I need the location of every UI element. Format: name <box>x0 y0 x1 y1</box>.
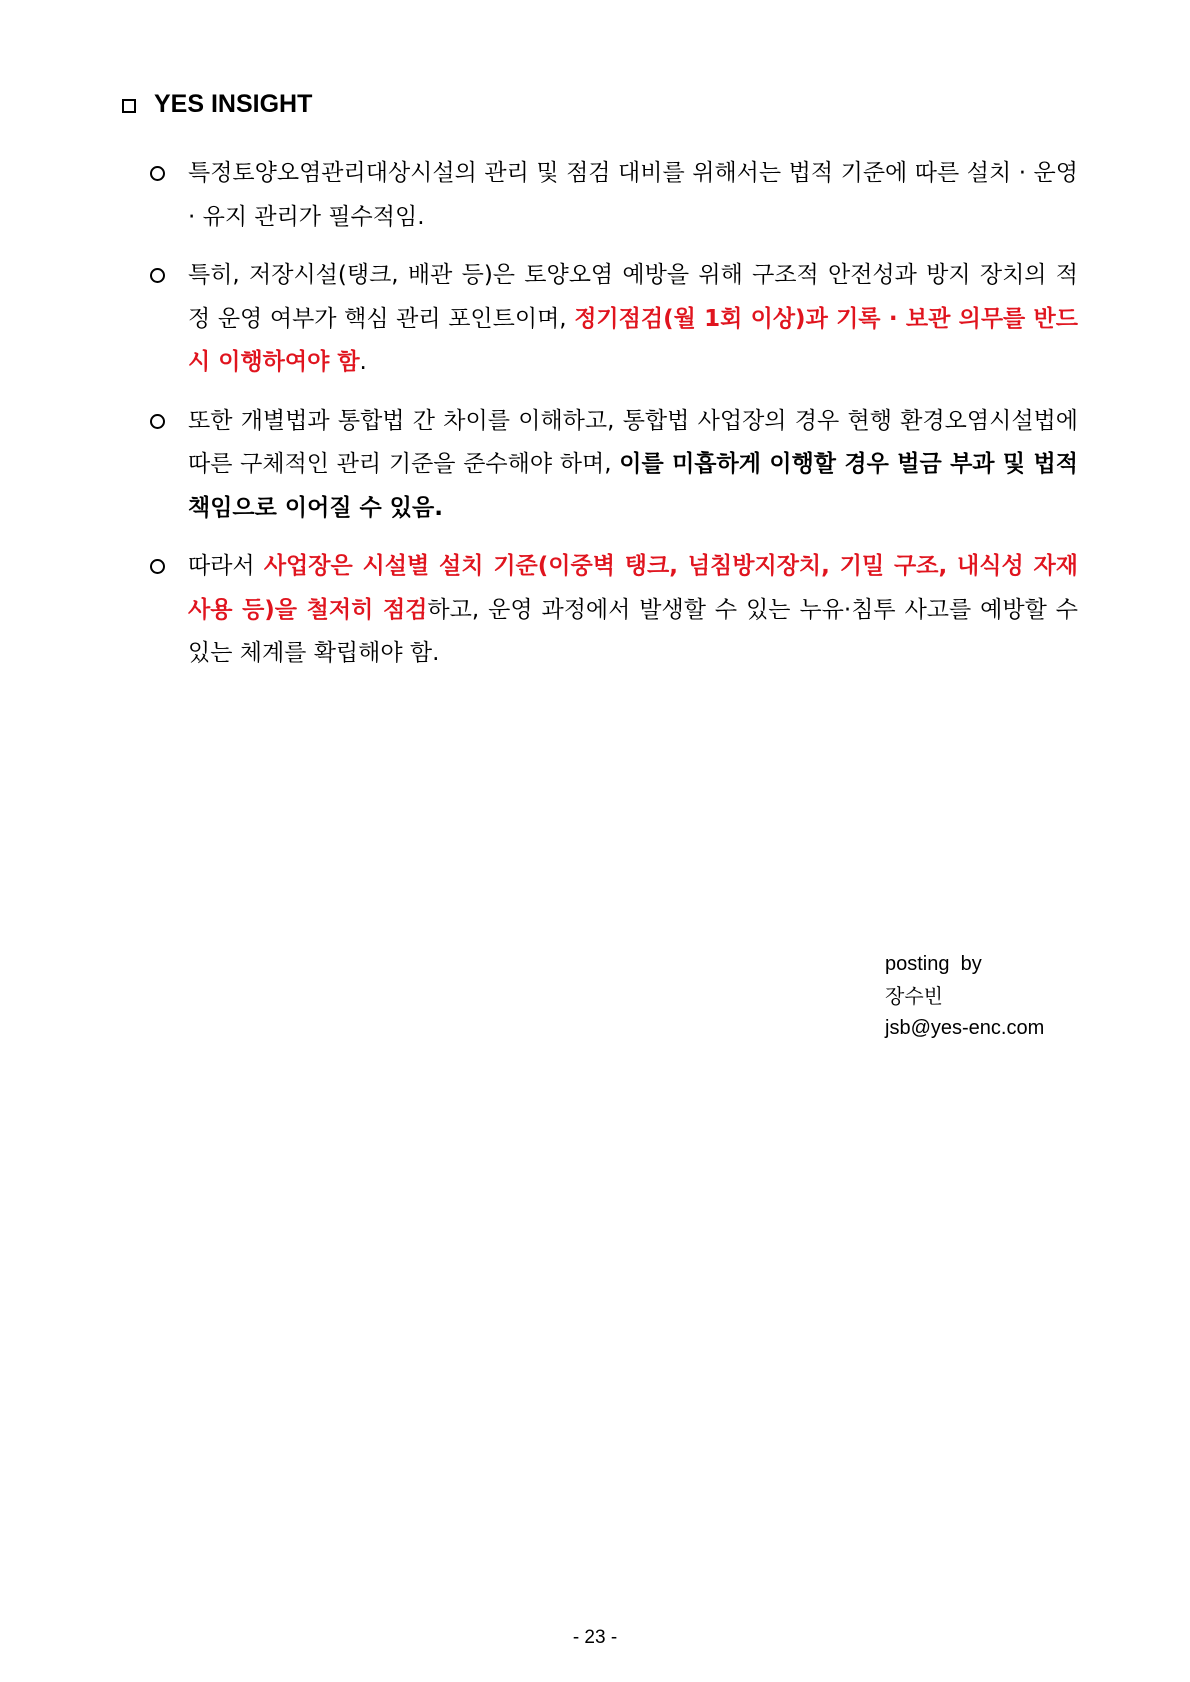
bullet-item <box>148 152 1078 239</box>
signature-block <box>885 948 1044 1044</box>
circle-bullet-icon <box>150 166 165 181</box>
circle-bullet-icon <box>150 414 165 429</box>
bullet-item <box>148 400 1078 531</box>
bullet-text: . <box>359 349 367 375</box>
bullet-text: 특히, 저장시설(탱크, 배관 등)은 토양오염 예방을 위해 구조적 안전성과 방지 장치의 적정 운영 여부가 핵심 관리 포인트이며, <box>188 262 1078 332</box>
author-email: jsb@yes-enc.com <box>885 1017 1045 1039</box>
bullet-item <box>148 254 1078 385</box>
posted-by-label: posting by <box>885 953 982 975</box>
section-header <box>122 90 312 119</box>
bullet-text: 또한 개별법과 통합법 간 차이를 이해하고, 통합법 사업장의 경우 현행 환경오염시설법에 따른 구체적인 관리 기준을 준수해야 하며, <box>188 407 1078 477</box>
bullet-item <box>148 545 1078 676</box>
bullet-highlight-red: 정기점검(월 1회 이상)과 기록 · 보관 의무를 반드시 이행하여야 함 <box>188 305 1078 375</box>
bullet-highlight-bold: 이를 미흡하게 이행할 경우 벌금 부과 및 법적 책임으로 이어질 수 있음. <box>188 451 1078 521</box>
section-title: YES INSIGHT <box>154 90 313 118</box>
circle-bullet-icon <box>150 559 165 574</box>
circle-bullet-icon <box>150 268 165 283</box>
page-number: - 23 - <box>572 1627 618 1648</box>
checkbox-square-icon <box>122 99 136 113</box>
bullet-text: 특정토양오염관리대상시설의 관리 및 점검 대비를 위해서는 법적 기준에 따른 설치 · 운영 · 유지 관리가 필수적임. <box>188 160 1078 230</box>
bullet-highlight-red: 사업장은 시설별 설치 기준(이중벽 탱크, 넘침방지장치, 기밀 구조, 내식성 자재 사용 등)을 철저히 점검 <box>188 553 1078 623</box>
author-name: 장수빈 <box>885 984 943 1008</box>
bullet-text: 하고, 운영 과정에서 발생할 수 있는 누유·침투 사고를 예방할 수 있는 체계를 확립해야 함. <box>188 596 1078 666</box>
bullet-text: 따라서 <box>188 553 264 579</box>
bullet-list <box>148 152 1078 691</box>
